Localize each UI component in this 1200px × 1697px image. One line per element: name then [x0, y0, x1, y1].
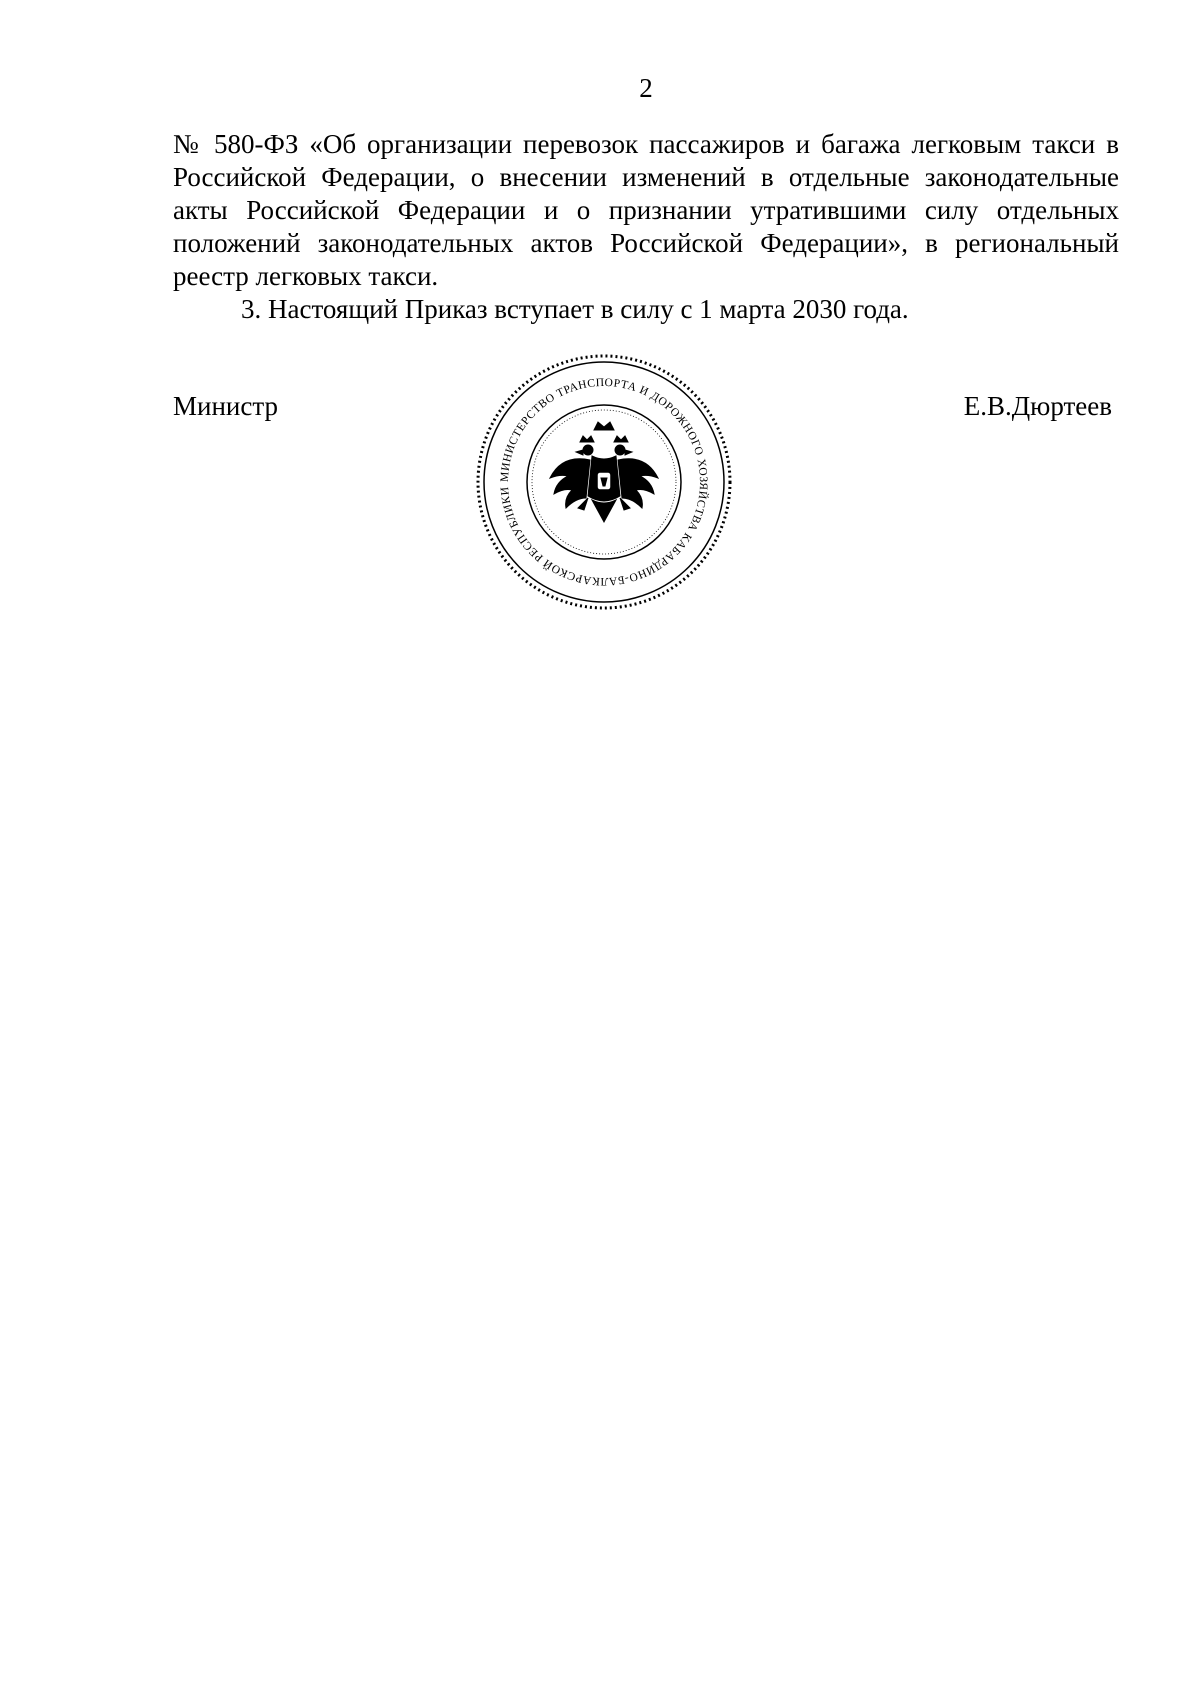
page-number: 2 [639, 73, 653, 103]
svg-text:МИНИСТЕРСТВО ТРАНСПОРТА И ДОРО: МИНИСТЕРСТВО ТРАНСПОРТА И ДОРОЖНОГО ХОЗЯЙСТВА КАБАРДИНО-БАЛКАРСКОЙ РЕСПУБЛИКИ [498, 376, 710, 588]
document-body [173, 128, 1119, 326]
signature-title: Министр [173, 391, 278, 421]
paragraph-law-reference: № 580-ФЗ «Об организации перевозок пассажиров и багажа легковым такси в Российской Федерации, о внесении изменений в отдельные законодательные акты Российской Федерации и о признании утратившими силу отдельных положений законодательных актов Российской Федерации», в региональный реестр легковых такси. [173, 129, 1119, 291]
paragraph-effective-date: 3. Настоящий Приказ вступает в силу с 1 марта 2030 года. [241, 294, 909, 324]
official-seal-icon [472, 350, 736, 614]
signature-name: Е.В.Дюртеев [963, 391, 1112, 421]
